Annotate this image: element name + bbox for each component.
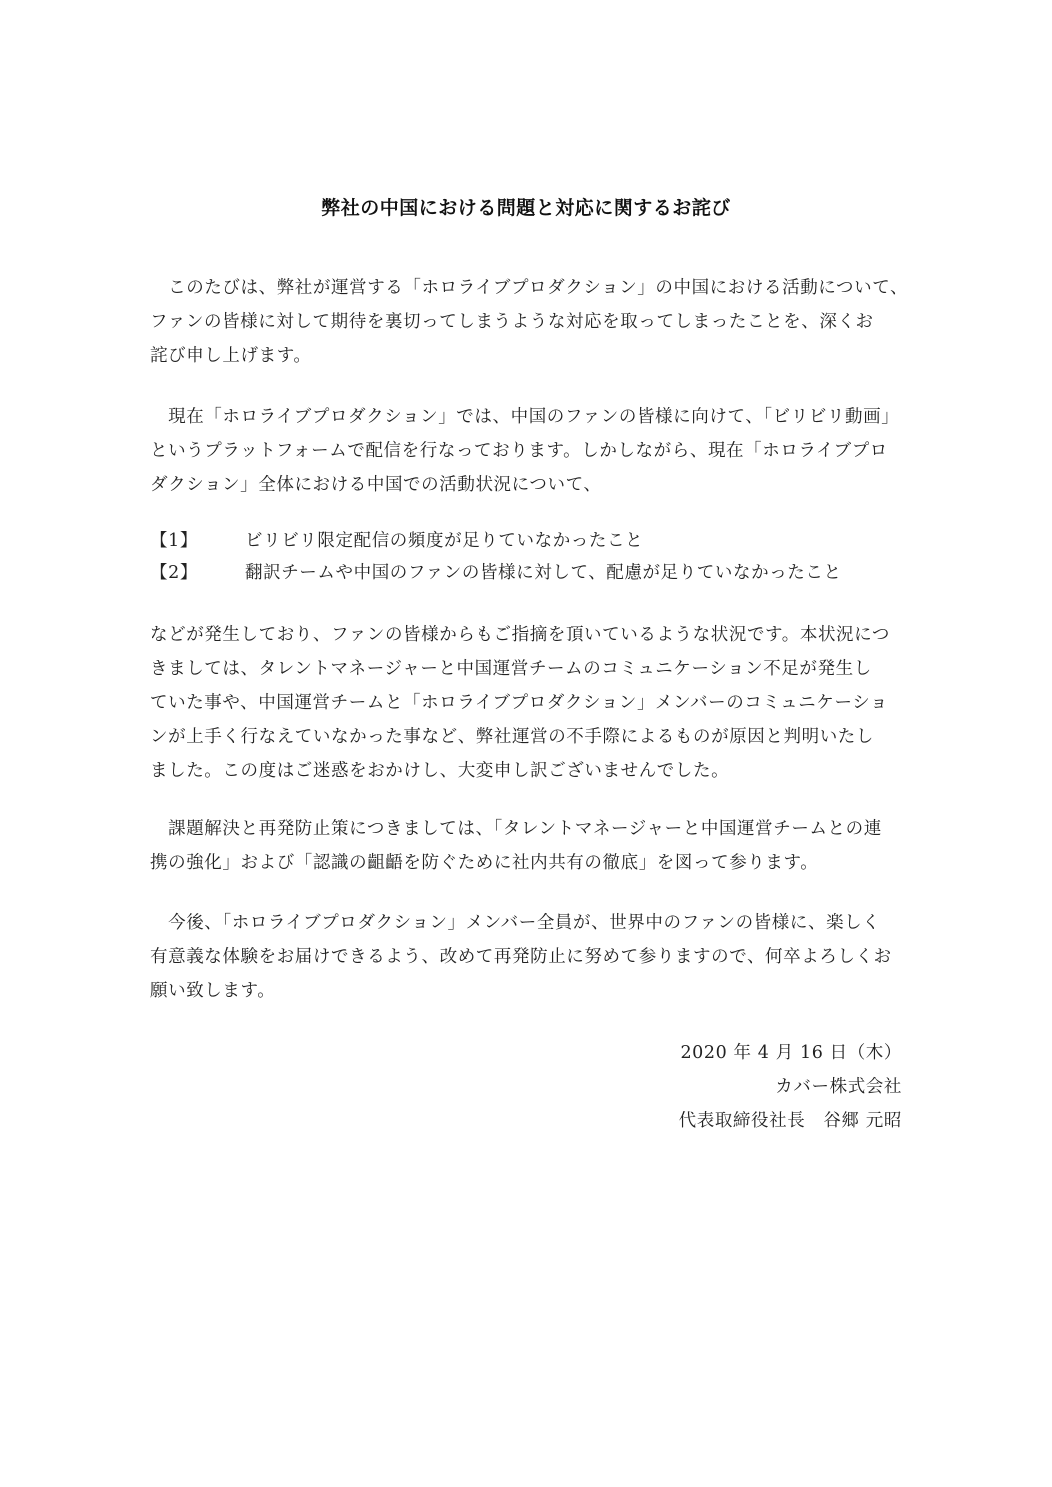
text-line: きましては、タレントマネージャーと中国運営チームのコミュニケーション不足が発生し (150, 659, 872, 679)
paragraph-cause (150, 618, 910, 788)
list-item-text: 翻訳チームや中国のファンの皆様に対して、配慮が足りていなかったこと (245, 563, 842, 583)
text-line: 今後、「ホロライブプロダクション」メンバー全員が、世界中のファンの皆様に、楽しく (150, 913, 881, 933)
paragraph-countermeasures (150, 812, 910, 880)
text-line: などが発生しており、ファンの皆様からもご指摘を頂いているような状況です。本状況につ (150, 625, 890, 645)
text-line: 課題解決と再発防止策につきましては、「タレントマネージャーと中国運営チームとの連 (150, 819, 882, 839)
paragraph-apology-intro (150, 271, 910, 373)
text-line: ていた事や、中国運営チームと「ホロライブプロダクション」メンバーのコミュニケーショ (150, 693, 889, 713)
signature-company: カバー株式会社 (775, 1077, 902, 1097)
text-line: ンが上手く行なえていなかった事など、弊社運営の不手際によるものが原因と判明いたし (150, 727, 874, 747)
text-line: というプラットフォームで配信を行なっております。しかしながら、現在「ホロライブプロ (150, 441, 888, 461)
list-marker: 【1】 (150, 531, 198, 551)
signature-date: 2020 年 4 月 16 日（木） (680, 1043, 902, 1063)
signature-representative: 代表取締役社長 谷郷 元昭 (678, 1111, 902, 1131)
paragraph-closing (150, 906, 910, 1008)
text-line: 詫び申し上げます。 (150, 346, 312, 366)
text-line: ファンの皆様に対して期待を裏切ってしまうような対応を取ってしまったことを、深くお (150, 312, 874, 332)
paragraph-current-status (150, 400, 910, 502)
text-line: 現在「ホロライブプロダクション」では、中国のファンの皆様に向けて、「ビリビリ動画」 (150, 407, 900, 427)
text-line: 携の強化」および「認識の齟齬を防ぐために社内共有の徹底」を図って参ります。 (150, 853, 819, 873)
text-line: 有意義な体験をお届けできるよう、改めて再発防止に努めて参りますので、何卒よろしくお (150, 947, 892, 967)
issue-list (150, 525, 910, 589)
signature-block (679, 1036, 902, 1138)
list-item-text: ビリビリ限定配信の頻度が足りていなかったこと (245, 531, 644, 551)
text-line: ました。この度はご迷惑をおかけし、大変申し訳ございませんでした。 (150, 761, 730, 781)
text-line: 願い致します。 (150, 981, 276, 1001)
list-marker: 【2】 (150, 563, 198, 583)
document-title: 弊社の中国における問題と対応に関するお詫び (321, 197, 731, 219)
text-line: ダクション」全体における中国での活動状況について、 (150, 475, 602, 495)
list-item (150, 525, 910, 557)
text-line: このたびは、弊社が運営する「ホロライブプロダクション」の中国における活動について、 (150, 278, 909, 298)
list-item (150, 557, 910, 589)
